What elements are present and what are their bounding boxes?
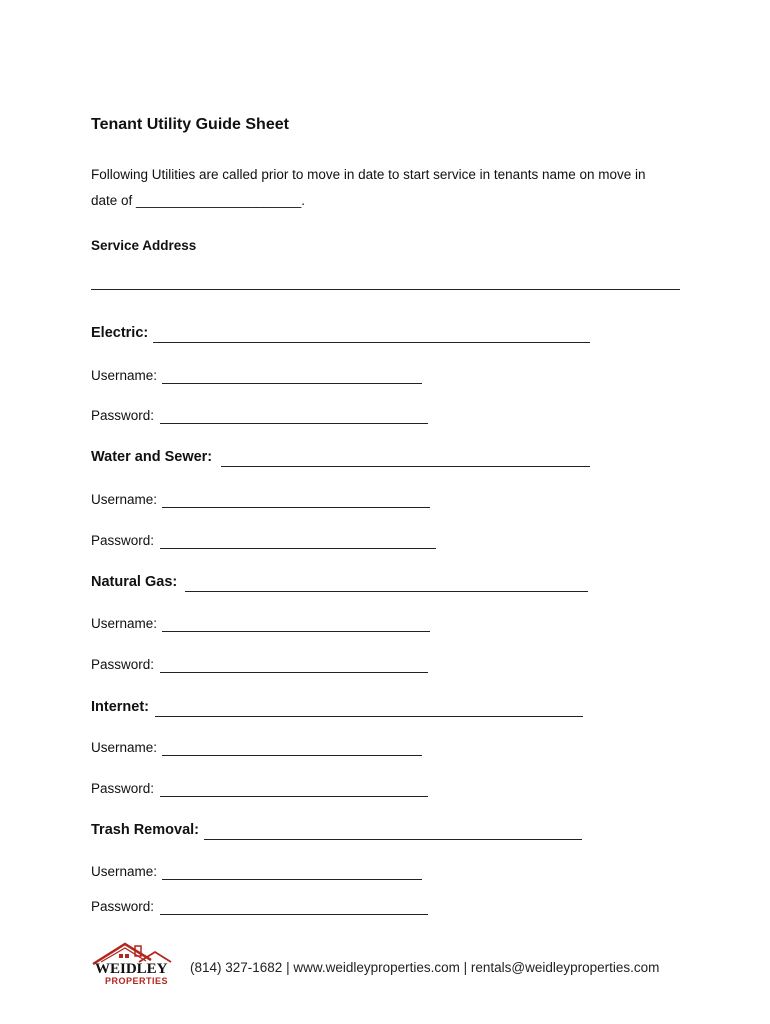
trash-password-label: Password: xyxy=(91,899,155,914)
electric-password-line[interactable] xyxy=(160,423,428,424)
trash-removal-label: Trash Removal: xyxy=(91,822,199,838)
natural-gas-line[interactable] xyxy=(185,591,588,592)
page-title: Tenant Utility Guide Sheet xyxy=(91,116,289,133)
trash-username-label: Username: xyxy=(91,864,158,879)
trash-password-line[interactable] xyxy=(160,914,428,915)
logo-text-weidley: WEIDLEY xyxy=(95,961,168,977)
water-password-line[interactable] xyxy=(160,548,436,549)
electric-username-line[interactable] xyxy=(162,383,422,384)
internet-password-label: Password: xyxy=(91,781,155,796)
internet-username-line[interactable] xyxy=(162,755,422,756)
water-username-label: Username: xyxy=(91,492,158,507)
intro-line-2: date of ______________________. xyxy=(91,193,305,208)
electric-line[interactable] xyxy=(153,342,590,343)
internet-label: Internet: xyxy=(91,699,149,715)
water-password-label: Password: xyxy=(91,533,155,548)
intro-line-1: Following Utilities are called prior to move in date to start service in tenants name on move in xyxy=(91,167,646,182)
internet-password-line[interactable] xyxy=(160,796,428,797)
natural-gas-label: Natural Gas: xyxy=(91,574,178,590)
water-sewer-label: Water and Sewer: xyxy=(91,449,213,465)
electric-label: Electric: xyxy=(91,325,149,341)
internet-username-label: Username: xyxy=(91,740,158,755)
trash-username-line[interactable] xyxy=(162,879,422,880)
service-address-line[interactable] xyxy=(91,289,680,290)
gas-password-line[interactable] xyxy=(160,672,428,673)
internet-line[interactable] xyxy=(155,716,583,717)
water-sewer-line[interactable] xyxy=(221,466,590,467)
weidley-properties-logo xyxy=(91,940,173,988)
electric-password-label: Password: xyxy=(91,408,155,423)
trash-removal-line[interactable] xyxy=(204,839,582,840)
gas-username-line[interactable] xyxy=(162,631,430,632)
electric-username-label: Username: xyxy=(91,368,158,383)
gas-username-label: Username: xyxy=(91,616,158,631)
water-username-line[interactable] xyxy=(162,507,430,508)
gas-password-label: Password: xyxy=(91,657,155,672)
footer-contact: (814) 327-1682 | www.weidleyproperties.com | rentals@weidleyproperties.com xyxy=(190,960,660,975)
logo-text-properties: PROPERTIES xyxy=(105,976,169,986)
service-address-label: Service Address xyxy=(91,238,197,253)
